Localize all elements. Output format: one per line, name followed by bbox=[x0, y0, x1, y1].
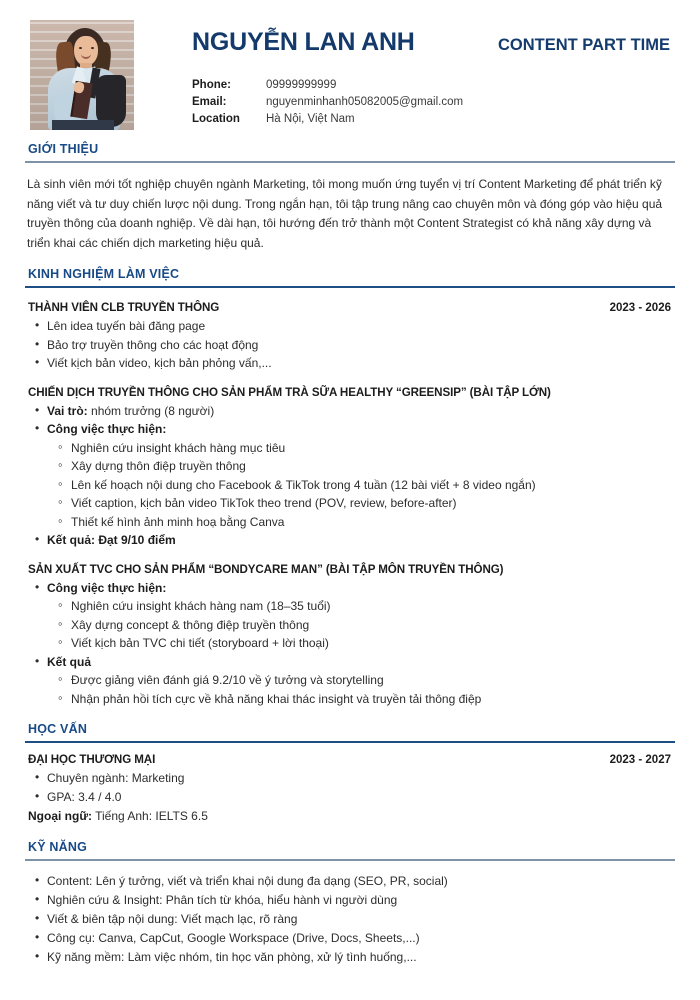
section-divider-skills bbox=[25, 859, 675, 861]
list-item bbox=[47, 910, 675, 929]
section-heading-experience: KINH NGHIỆM LÀM VIỆC bbox=[28, 267, 180, 281]
job-title: CONTENT PART TIME bbox=[497, 36, 670, 54]
list-item bbox=[47, 402, 675, 421]
language-value: Tiếng Anh: IELTS 6.5 bbox=[92, 809, 208, 823]
list-item bbox=[47, 769, 675, 788]
section-skills bbox=[25, 840, 675, 967]
experience-entry bbox=[25, 386, 675, 550]
bullet-label: Kết quả bbox=[47, 654, 92, 669]
list-item bbox=[47, 531, 675, 550]
sub-list-item bbox=[71, 513, 675, 532]
skills-body bbox=[25, 872, 675, 967]
bullet-label: Công việc thực hiện: bbox=[47, 580, 167, 595]
experience-entry-header bbox=[25, 563, 675, 576]
contact-value-email[interactable]: nguyenminhanh05082005@gmail.com bbox=[266, 96, 464, 108]
section-heading-education: HỌC VẤN bbox=[28, 722, 88, 736]
bullet-text: Chuyên ngành: Marketing bbox=[47, 771, 185, 785]
list-item bbox=[47, 891, 675, 910]
list-item bbox=[47, 579, 675, 653]
list-item bbox=[47, 653, 675, 709]
profile-photo-image bbox=[30, 20, 134, 130]
sub-list-item bbox=[71, 494, 675, 513]
experience-entry-header bbox=[25, 386, 675, 399]
experience-bullet-list bbox=[25, 402, 675, 550]
experience-entry-title: CHIẾN DỊCH TRUYỀN THÔNG CHO SẢN PHẨM TRÀ SỮA HEALTHY “GREENSIP” (BÀI TẬP LỚN) bbox=[28, 385, 551, 399]
list-item bbox=[47, 872, 675, 891]
education-date: 2023 - 2027 bbox=[609, 754, 671, 766]
section-divider-intro bbox=[25, 161, 675, 163]
contact-row-phone bbox=[192, 77, 675, 94]
sub-bullet-text: Xây dựng concept & thông điệp truyền thông bbox=[71, 617, 310, 632]
contact-label-location: Location bbox=[192, 113, 240, 125]
skills-list bbox=[25, 872, 675, 967]
sub-bullet-text: Xây dựng thôn điệp truyền thông bbox=[71, 459, 246, 473]
list-item bbox=[47, 420, 675, 531]
language-label: Ngoại ngữ: bbox=[28, 809, 93, 823]
sub-bullet-text: Nghiên cứu insight khách hàng mục tiêu bbox=[71, 440, 286, 455]
experience-entry bbox=[25, 563, 675, 709]
bullet-text: nhóm trưởng (8 người) bbox=[87, 403, 215, 418]
section-heading-skills: KỸ NĂNG bbox=[28, 839, 88, 854]
skill-text: Nghiên cứu & Insight: Phân tích từ khóa, hiểu hành vi người dùng bbox=[47, 892, 398, 907]
sub-bullet-text: Lên kế hoạch nội dung cho Facebook & TikTok trong 4 tuần (12 bài viết + 8 video ngắn) bbox=[71, 477, 536, 492]
contact-value-phone[interactable]: 09999999999 bbox=[266, 79, 337, 91]
education-entry-header bbox=[25, 753, 675, 766]
skill-text: Viết & biên tập nội dung: Viết mạch lạc, rõ ràng bbox=[47, 911, 298, 926]
education-entry bbox=[25, 753, 675, 826]
header-text-block bbox=[134, 20, 675, 128]
sub-bullet-text: Nhận phản hồi tích cực về khả năng khai thác insight và truyền tải thông điệp bbox=[71, 691, 482, 706]
experience-entry-title: THÀNH VIÊN CLB TRUYỀN THÔNG bbox=[28, 301, 220, 314]
bullet-label: Kết quả: Đạt 9/10 điểm bbox=[47, 533, 176, 547]
sub-list-item bbox=[71, 597, 675, 616]
bullet-text: Bảo trợ truyền thông cho các hoạt động bbox=[47, 337, 259, 352]
sub-list-item bbox=[71, 457, 675, 476]
sub-bullet-text: Viết kịch bản TVC chi tiết (storyboard + lời thoại) bbox=[71, 636, 329, 650]
sub-list-item bbox=[71, 634, 675, 653]
intro-paragraph: Là sinh viên mới tốt nghiệp chuyên ngành Marketing, tôi mong muốn ứng tuyển vị trí Content Marketing để phát triển kỹ năng viết và tư duy chiến lược nội dung. Trong ngắn hạn, tôi tập trung nâng cao chuyên môn và đóng góp vào hiệu quả truyền thông của doanh nghiệp. Về dài hạn, tôi hướng đến trở thành một Content Strategist có khả năng xây dựng và triển khai các chiến dịch marketing hiệu quả. bbox=[27, 177, 663, 250]
sub-list-item bbox=[71, 671, 675, 690]
skill-text: Kỹ năng mềm: Làm việc nhóm, tin học văn phòng, xử lý tình huống,... bbox=[47, 949, 417, 964]
experience-bullet-list bbox=[25, 579, 675, 709]
sub-list-item bbox=[71, 690, 675, 709]
list-item bbox=[47, 788, 675, 807]
contact-label-phone: Phone: bbox=[192, 79, 231, 91]
list-item bbox=[47, 929, 675, 948]
experience-entry-date: 2023 - 2026 bbox=[609, 302, 671, 314]
resume-header bbox=[25, 0, 675, 128]
contact-row-location bbox=[192, 111, 675, 128]
bullet-text: GPA: 3.4 / 4.0 bbox=[47, 789, 122, 804]
experience-sub-list bbox=[47, 597, 675, 653]
bullet-text: Lên idea tuyến bài đăng page bbox=[47, 319, 206, 333]
sub-list-item bbox=[71, 476, 675, 495]
contact-value-location: Hà Nội, Việt Nam bbox=[266, 113, 355, 125]
sub-bullet-text: Thiết kế hình ảnh minh hoạ bằng Canva bbox=[71, 514, 285, 529]
bullet-label: Vai trò: bbox=[47, 403, 88, 418]
sub-bullet-text: Nghiên cứu insight khách hàng nam (18–35 tuổi) bbox=[71, 599, 331, 613]
education-bullet-list bbox=[25, 769, 675, 806]
section-divider-experience bbox=[25, 286, 675, 288]
sub-list-item bbox=[71, 439, 675, 458]
contact-label-email: Email: bbox=[192, 96, 227, 108]
list-item bbox=[47, 336, 675, 355]
list-item bbox=[47, 948, 675, 967]
list-item bbox=[47, 354, 675, 373]
skill-text: Content: Lên ý tưởng, viết và triển khai nội dung đa dạng (SEO, PR, social) bbox=[47, 873, 448, 888]
section-divider-education bbox=[25, 741, 675, 743]
section-heading-intro: GIỚI THIỆU bbox=[28, 142, 99, 156]
section-experience bbox=[25, 267, 675, 708]
contact-block bbox=[192, 77, 675, 128]
bullet-label: Công việc thực hiện: bbox=[47, 422, 167, 436]
experience-entry-header bbox=[25, 301, 675, 314]
contact-row-email bbox=[192, 94, 675, 111]
experience-sub-list bbox=[47, 439, 675, 532]
sub-bullet-text: Viết caption, kịch bản video TikTok theo trend (POV, review, before-after) bbox=[71, 496, 457, 510]
skill-text: Công cụ: Canva, CapCut, Google Workspace (Drive, Docs, Sheets,...) bbox=[47, 930, 420, 945]
experience-entry-title: SẢN XUẤT TVC CHO SẢN PHẨM “BONDYCARE MAN” (BÀI TẬP MÔN TRUYỀN THÔNG) bbox=[28, 562, 504, 576]
profile-photo bbox=[30, 20, 134, 130]
experience-entry bbox=[25, 301, 675, 373]
experience-sub-list bbox=[47, 671, 675, 708]
name-and-title-row bbox=[192, 28, 675, 57]
bullet-text: Viết kịch bản video, kịch bản phỏng vấn,... bbox=[47, 356, 272, 370]
list-item bbox=[47, 317, 675, 336]
sub-bullet-text: Được giảng viên đánh giá 9.2/10 về ý tưởng và storytelling bbox=[71, 673, 384, 687]
education-school-name: ĐẠI HỌC THƯƠNG MẠI bbox=[28, 753, 156, 766]
education-language-line bbox=[25, 807, 675, 826]
section-intro bbox=[25, 142, 675, 253]
sub-list-item bbox=[71, 616, 675, 635]
experience-bullet-list bbox=[25, 317, 675, 373]
section-education bbox=[25, 722, 675, 826]
page-title: NGUYỄN LAN ANH bbox=[192, 28, 415, 56]
